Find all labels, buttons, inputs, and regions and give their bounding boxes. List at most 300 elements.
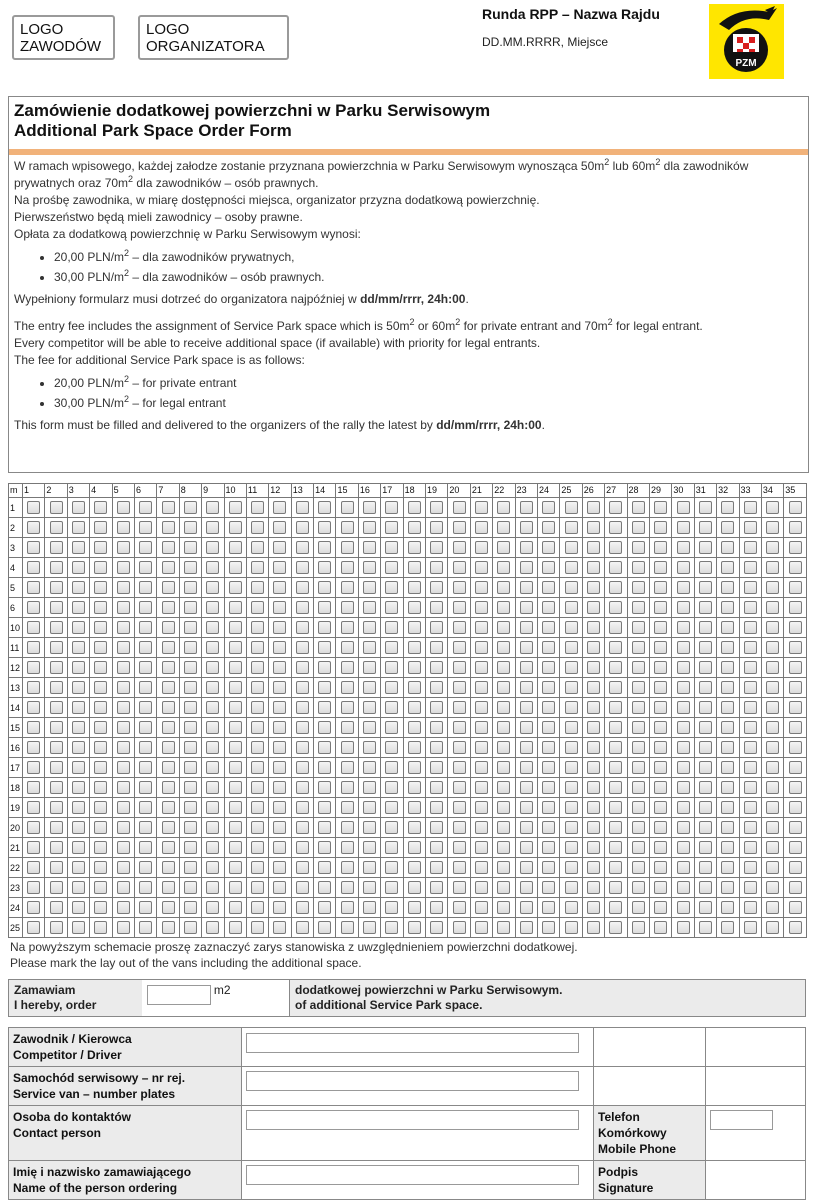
grid-checkbox[interactable] xyxy=(206,761,219,774)
grid-checkbox[interactable] xyxy=(251,541,264,554)
grid-checkbox[interactable] xyxy=(744,521,757,534)
grid-checkbox[interactable] xyxy=(721,661,734,674)
grid-checkbox[interactable] xyxy=(318,661,331,674)
grid-checkbox[interactable] xyxy=(408,681,421,694)
grid-checkbox[interactable] xyxy=(789,721,802,734)
grid-checkbox[interactable] xyxy=(744,721,757,734)
grid-checkbox[interactable] xyxy=(184,861,197,874)
grid-checkbox[interactable] xyxy=(251,641,264,654)
grid-checkbox[interactable] xyxy=(117,701,130,714)
grid-checkbox[interactable] xyxy=(520,701,533,714)
grid-checkbox[interactable] xyxy=(251,621,264,634)
grid-checkbox[interactable] xyxy=(341,501,354,514)
grid-checkbox[interactable] xyxy=(363,741,376,754)
grid-checkbox[interactable] xyxy=(475,661,488,674)
grid-checkbox[interactable] xyxy=(609,921,622,934)
grid-checkbox[interactable] xyxy=(206,901,219,914)
grid-checkbox[interactable] xyxy=(27,901,40,914)
grid-checkbox[interactable] xyxy=(206,801,219,814)
grid-checkbox[interactable] xyxy=(296,661,309,674)
grid-checkbox[interactable] xyxy=(453,881,466,894)
grid-checkbox[interactable] xyxy=(520,541,533,554)
grid-checkbox[interactable] xyxy=(677,841,690,854)
grid-checkbox[interactable] xyxy=(408,601,421,614)
grid-checkbox[interactable] xyxy=(587,621,600,634)
grid-checkbox[interactable] xyxy=(789,761,802,774)
grid-checkbox[interactable] xyxy=(632,501,645,514)
grid-checkbox[interactable] xyxy=(565,741,578,754)
grid-checkbox[interactable] xyxy=(50,721,63,734)
grid-checkbox[interactable] xyxy=(565,641,578,654)
grid-checkbox[interactable] xyxy=(341,781,354,794)
grid-checkbox[interactable] xyxy=(520,801,533,814)
grid-checkbox[interactable] xyxy=(721,581,734,594)
grid-checkbox[interactable] xyxy=(72,881,85,894)
grid-checkbox[interactable] xyxy=(229,581,242,594)
grid-checkbox[interactable] xyxy=(229,681,242,694)
grid-checkbox[interactable] xyxy=(654,641,667,654)
grid-checkbox[interactable] xyxy=(766,701,779,714)
grid-checkbox[interactable] xyxy=(721,881,734,894)
grid-checkbox[interactable] xyxy=(94,921,107,934)
grid-checkbox[interactable] xyxy=(296,841,309,854)
grid-checkbox[interactable] xyxy=(632,541,645,554)
grid-checkbox[interactable] xyxy=(296,681,309,694)
grid-checkbox[interactable] xyxy=(497,661,510,674)
grid-checkbox[interactable] xyxy=(184,741,197,754)
grid-checkbox[interactable] xyxy=(453,561,466,574)
grid-checkbox[interactable] xyxy=(341,641,354,654)
grid-checkbox[interactable] xyxy=(341,621,354,634)
grid-checkbox[interactable] xyxy=(475,881,488,894)
grid-checkbox[interactable] xyxy=(341,821,354,834)
grid-checkbox[interactable] xyxy=(251,581,264,594)
grid-checkbox[interactable] xyxy=(318,781,331,794)
grid-checkbox[interactable] xyxy=(385,921,398,934)
grid-checkbox[interactable] xyxy=(699,621,712,634)
grid-checkbox[interactable] xyxy=(184,601,197,614)
grid-checkbox[interactable] xyxy=(475,801,488,814)
grid-checkbox[interactable] xyxy=(565,661,578,674)
grid-checkbox[interactable] xyxy=(206,881,219,894)
grid-checkbox[interactable] xyxy=(453,601,466,614)
grid-checkbox[interactable] xyxy=(497,761,510,774)
grid-checkbox[interactable] xyxy=(430,721,443,734)
grid-checkbox[interactable] xyxy=(273,901,286,914)
grid-checkbox[interactable] xyxy=(72,721,85,734)
grid-checkbox[interactable] xyxy=(632,781,645,794)
grid-checkbox[interactable] xyxy=(744,501,757,514)
grid-checkbox[interactable] xyxy=(27,621,40,634)
grid-checkbox[interactable] xyxy=(162,741,175,754)
grid-checkbox[interactable] xyxy=(385,541,398,554)
grid-checkbox[interactable] xyxy=(251,921,264,934)
grid-checkbox[interactable] xyxy=(385,501,398,514)
grid-checkbox[interactable] xyxy=(699,761,712,774)
grid-checkbox[interactable] xyxy=(296,601,309,614)
grid-checkbox[interactable] xyxy=(363,781,376,794)
grid-checkbox[interactable] xyxy=(542,541,555,554)
grid-checkbox[interactable] xyxy=(206,501,219,514)
grid-checkbox[interactable] xyxy=(251,861,264,874)
grid-checkbox[interactable] xyxy=(229,741,242,754)
grid-checkbox[interactable] xyxy=(430,581,443,594)
grid-checkbox[interactable] xyxy=(117,901,130,914)
grid-checkbox[interactable] xyxy=(475,901,488,914)
grid-checkbox[interactable] xyxy=(251,801,264,814)
orderer-name-input[interactable] xyxy=(246,1165,579,1185)
grid-checkbox[interactable] xyxy=(744,741,757,754)
grid-checkbox[interactable] xyxy=(766,581,779,594)
grid-checkbox[interactable] xyxy=(475,741,488,754)
grid-checkbox[interactable] xyxy=(27,541,40,554)
grid-checkbox[interactable] xyxy=(273,501,286,514)
grid-checkbox[interactable] xyxy=(206,721,219,734)
grid-checkbox[interactable] xyxy=(744,621,757,634)
grid-checkbox[interactable] xyxy=(565,601,578,614)
grid-checkbox[interactable] xyxy=(721,541,734,554)
grid-checkbox[interactable] xyxy=(408,721,421,734)
grid-checkbox[interactable] xyxy=(206,581,219,594)
grid-checkbox[interactable] xyxy=(587,721,600,734)
grid-checkbox[interactable] xyxy=(721,561,734,574)
grid-checkbox[interactable] xyxy=(27,821,40,834)
grid-checkbox[interactable] xyxy=(744,901,757,914)
grid-checkbox[interactable] xyxy=(385,661,398,674)
grid-checkbox[interactable] xyxy=(363,681,376,694)
grid-checkbox[interactable] xyxy=(139,901,152,914)
grid-checkbox[interactable] xyxy=(520,601,533,614)
grid-checkbox[interactable] xyxy=(408,741,421,754)
grid-checkbox[interactable] xyxy=(162,641,175,654)
grid-checkbox[interactable] xyxy=(139,841,152,854)
grid-checkbox[interactable] xyxy=(587,841,600,854)
grid-checkbox[interactable] xyxy=(50,681,63,694)
grid-checkbox[interactable] xyxy=(632,581,645,594)
grid-checkbox[interactable] xyxy=(609,581,622,594)
grid-checkbox[interactable] xyxy=(542,881,555,894)
grid-checkbox[interactable] xyxy=(229,901,242,914)
grid-checkbox[interactable] xyxy=(453,921,466,934)
grid-checkbox[interactable] xyxy=(251,901,264,914)
grid-checkbox[interactable] xyxy=(408,821,421,834)
contact-person-input[interactable] xyxy=(246,1110,579,1130)
grid-checkbox[interactable] xyxy=(385,721,398,734)
grid-checkbox[interactable] xyxy=(408,701,421,714)
grid-checkbox[interactable] xyxy=(677,741,690,754)
grid-checkbox[interactable] xyxy=(229,881,242,894)
grid-checkbox[interactable] xyxy=(497,781,510,794)
grid-checkbox[interactable] xyxy=(206,921,219,934)
grid-checkbox[interactable] xyxy=(408,761,421,774)
grid-checkbox[interactable] xyxy=(654,861,667,874)
grid-checkbox[interactable] xyxy=(609,601,622,614)
grid-checkbox[interactable] xyxy=(789,701,802,714)
grid-checkbox[interactable] xyxy=(94,861,107,874)
grid-checkbox[interactable] xyxy=(475,621,488,634)
grid-checkbox[interactable] xyxy=(206,641,219,654)
grid-checkbox[interactable] xyxy=(385,761,398,774)
grid-checkbox[interactable] xyxy=(587,641,600,654)
grid-checkbox[interactable] xyxy=(273,661,286,674)
grid-checkbox[interactable] xyxy=(408,521,421,534)
grid-checkbox[interactable] xyxy=(497,581,510,594)
grid-checkbox[interactable] xyxy=(699,721,712,734)
grid-checkbox[interactable] xyxy=(408,621,421,634)
grid-checkbox[interactable] xyxy=(341,721,354,734)
grid-checkbox[interactable] xyxy=(565,681,578,694)
grid-checkbox[interactable] xyxy=(542,901,555,914)
grid-checkbox[interactable] xyxy=(520,861,533,874)
grid-checkbox[interactable] xyxy=(654,761,667,774)
grid-checkbox[interactable] xyxy=(229,761,242,774)
grid-checkbox[interactable] xyxy=(654,621,667,634)
grid-checkbox[interactable] xyxy=(139,741,152,754)
grid-checkbox[interactable] xyxy=(206,701,219,714)
grid-checkbox[interactable] xyxy=(654,581,667,594)
grid-checkbox[interactable] xyxy=(609,901,622,914)
grid-checkbox[interactable] xyxy=(766,601,779,614)
grid-checkbox[interactable] xyxy=(520,901,533,914)
grid-checkbox[interactable] xyxy=(744,921,757,934)
grid-checkbox[interactable] xyxy=(475,781,488,794)
grid-checkbox[interactable] xyxy=(632,901,645,914)
grid-checkbox[interactable] xyxy=(162,801,175,814)
grid-checkbox[interactable] xyxy=(318,601,331,614)
grid-checkbox[interactable] xyxy=(766,861,779,874)
grid-checkbox[interactable] xyxy=(117,741,130,754)
grid-checkbox[interactable] xyxy=(654,741,667,754)
grid-checkbox[interactable] xyxy=(94,621,107,634)
grid-checkbox[interactable] xyxy=(497,701,510,714)
grid-checkbox[interactable] xyxy=(587,501,600,514)
grid-checkbox[interactable] xyxy=(654,781,667,794)
grid-checkbox[interactable] xyxy=(430,621,443,634)
grid-checkbox[interactable] xyxy=(318,921,331,934)
grid-checkbox[interactable] xyxy=(565,581,578,594)
grid-checkbox[interactable] xyxy=(766,641,779,654)
grid-checkbox[interactable] xyxy=(542,561,555,574)
grid-checkbox[interactable] xyxy=(789,581,802,594)
grid-checkbox[interactable] xyxy=(632,621,645,634)
order-area-input[interactable] xyxy=(147,985,211,1005)
grid-checkbox[interactable] xyxy=(542,841,555,854)
grid-checkbox[interactable] xyxy=(766,721,779,734)
grid-checkbox[interactable] xyxy=(789,841,802,854)
grid-checkbox[interactable] xyxy=(609,521,622,534)
grid-checkbox[interactable] xyxy=(184,581,197,594)
phone-input[interactable] xyxy=(710,1110,773,1130)
grid-checkbox[interactable] xyxy=(542,601,555,614)
grid-checkbox[interactable] xyxy=(744,841,757,854)
grid-checkbox[interactable] xyxy=(520,581,533,594)
grid-checkbox[interactable] xyxy=(139,861,152,874)
grid-checkbox[interactable] xyxy=(744,701,757,714)
grid-checkbox[interactable] xyxy=(654,921,667,934)
grid-checkbox[interactable] xyxy=(721,601,734,614)
grid-checkbox[interactable] xyxy=(318,541,331,554)
grid-checkbox[interactable] xyxy=(117,541,130,554)
grid-checkbox[interactable] xyxy=(542,801,555,814)
grid-checkbox[interactable] xyxy=(520,741,533,754)
grid-checkbox[interactable] xyxy=(721,821,734,834)
grid-checkbox[interactable] xyxy=(117,661,130,674)
grid-checkbox[interactable] xyxy=(27,601,40,614)
grid-checkbox[interactable] xyxy=(565,541,578,554)
grid-checkbox[interactable] xyxy=(587,921,600,934)
grid-checkbox[interactable] xyxy=(430,681,443,694)
grid-checkbox[interactable] xyxy=(609,861,622,874)
grid-checkbox[interactable] xyxy=(766,781,779,794)
grid-checkbox[interactable] xyxy=(520,761,533,774)
grid-checkbox[interactable] xyxy=(721,521,734,534)
grid-checkbox[interactable] xyxy=(587,701,600,714)
grid-checkbox[interactable] xyxy=(318,861,331,874)
grid-checkbox[interactable] xyxy=(94,561,107,574)
grid-checkbox[interactable] xyxy=(699,561,712,574)
grid-checkbox[interactable] xyxy=(162,521,175,534)
grid-checkbox[interactable] xyxy=(50,541,63,554)
grid-checkbox[interactable] xyxy=(117,921,130,934)
grid-checkbox[interactable] xyxy=(475,701,488,714)
grid-checkbox[interactable] xyxy=(162,621,175,634)
grid-checkbox[interactable] xyxy=(587,561,600,574)
grid-checkbox[interactable] xyxy=(318,761,331,774)
grid-checkbox[interactable] xyxy=(251,881,264,894)
grid-checkbox[interactable] xyxy=(677,881,690,894)
grid-checkbox[interactable] xyxy=(184,781,197,794)
grid-checkbox[interactable] xyxy=(184,681,197,694)
grid-checkbox[interactable] xyxy=(677,561,690,574)
grid-checkbox[interactable] xyxy=(744,781,757,794)
grid-checkbox[interactable] xyxy=(699,541,712,554)
grid-checkbox[interactable] xyxy=(632,741,645,754)
grid-checkbox[interactable] xyxy=(273,701,286,714)
grid-checkbox[interactable] xyxy=(162,901,175,914)
grid-checkbox[interactable] xyxy=(677,801,690,814)
grid-checkbox[interactable] xyxy=(430,881,443,894)
grid-checkbox[interactable] xyxy=(139,781,152,794)
grid-checkbox[interactable] xyxy=(296,781,309,794)
grid-checkbox[interactable] xyxy=(273,561,286,574)
grid-checkbox[interactable] xyxy=(430,561,443,574)
grid-checkbox[interactable] xyxy=(341,561,354,574)
grid-checkbox[interactable] xyxy=(542,861,555,874)
grid-checkbox[interactable] xyxy=(117,841,130,854)
grid-checkbox[interactable] xyxy=(632,561,645,574)
grid-checkbox[interactable] xyxy=(162,581,175,594)
grid-checkbox[interactable] xyxy=(318,521,331,534)
grid-checkbox[interactable] xyxy=(162,921,175,934)
grid-checkbox[interactable] xyxy=(363,501,376,514)
grid-checkbox[interactable] xyxy=(475,921,488,934)
grid-checkbox[interactable] xyxy=(273,841,286,854)
grid-checkbox[interactable] xyxy=(789,821,802,834)
grid-checkbox[interactable] xyxy=(139,921,152,934)
grid-checkbox[interactable] xyxy=(744,561,757,574)
grid-checkbox[interactable] xyxy=(72,701,85,714)
grid-checkbox[interactable] xyxy=(94,521,107,534)
grid-checkbox[interactable] xyxy=(453,761,466,774)
grid-checkbox[interactable] xyxy=(520,821,533,834)
grid-checkbox[interactable] xyxy=(699,601,712,614)
grid-checkbox[interactable] xyxy=(385,821,398,834)
grid-checkbox[interactable] xyxy=(94,741,107,754)
grid-checkbox[interactable] xyxy=(27,721,40,734)
grid-checkbox[interactable] xyxy=(27,881,40,894)
grid-checkbox[interactable] xyxy=(273,781,286,794)
grid-checkbox[interactable] xyxy=(677,701,690,714)
grid-checkbox[interactable] xyxy=(654,881,667,894)
grid-checkbox[interactable] xyxy=(632,841,645,854)
grid-checkbox[interactable] xyxy=(229,861,242,874)
grid-checkbox[interactable] xyxy=(408,901,421,914)
grid-checkbox[interactable] xyxy=(430,641,443,654)
grid-checkbox[interactable] xyxy=(654,501,667,514)
grid-checkbox[interactable] xyxy=(497,841,510,854)
grid-checkbox[interactable] xyxy=(117,801,130,814)
grid-checkbox[interactable] xyxy=(341,581,354,594)
grid-checkbox[interactable] xyxy=(162,701,175,714)
grid-checkbox[interactable] xyxy=(587,601,600,614)
grid-checkbox[interactable] xyxy=(677,661,690,674)
grid-checkbox[interactable] xyxy=(296,561,309,574)
grid-checkbox[interactable] xyxy=(497,561,510,574)
grid-checkbox[interactable] xyxy=(609,881,622,894)
grid-checkbox[interactable] xyxy=(206,601,219,614)
grid-checkbox[interactable] xyxy=(430,601,443,614)
grid-checkbox[interactable] xyxy=(385,561,398,574)
grid-checkbox[interactable] xyxy=(273,821,286,834)
grid-checkbox[interactable] xyxy=(520,621,533,634)
grid-checkbox[interactable] xyxy=(162,821,175,834)
grid-checkbox[interactable] xyxy=(453,701,466,714)
grid-checkbox[interactable] xyxy=(587,861,600,874)
grid-checkbox[interactable] xyxy=(385,901,398,914)
grid-checkbox[interactable] xyxy=(408,641,421,654)
grid-checkbox[interactable] xyxy=(609,781,622,794)
grid-checkbox[interactable] xyxy=(363,801,376,814)
grid-checkbox[interactable] xyxy=(497,921,510,934)
grid-checkbox[interactable] xyxy=(699,741,712,754)
grid-checkbox[interactable] xyxy=(206,561,219,574)
grid-checkbox[interactable] xyxy=(587,741,600,754)
grid-checkbox[interactable] xyxy=(721,741,734,754)
grid-checkbox[interactable] xyxy=(27,741,40,754)
grid-checkbox[interactable] xyxy=(72,901,85,914)
grid-checkbox[interactable] xyxy=(27,701,40,714)
grid-checkbox[interactable] xyxy=(363,721,376,734)
grid-checkbox[interactable] xyxy=(721,841,734,854)
grid-checkbox[interactable] xyxy=(184,501,197,514)
grid-checkbox[interactable] xyxy=(497,641,510,654)
grid-checkbox[interactable] xyxy=(632,641,645,654)
grid-checkbox[interactable] xyxy=(341,701,354,714)
grid-checkbox[interactable] xyxy=(565,761,578,774)
grid-checkbox[interactable] xyxy=(542,641,555,654)
grid-checkbox[interactable] xyxy=(251,681,264,694)
grid-checkbox[interactable] xyxy=(699,901,712,914)
grid-checkbox[interactable] xyxy=(744,801,757,814)
grid-checkbox[interactable] xyxy=(363,881,376,894)
grid-checkbox[interactable] xyxy=(50,521,63,534)
grid-checkbox[interactable] xyxy=(363,701,376,714)
grid-checkbox[interactable] xyxy=(363,561,376,574)
grid-checkbox[interactable] xyxy=(318,621,331,634)
grid-checkbox[interactable] xyxy=(542,781,555,794)
grid-checkbox[interactable] xyxy=(699,781,712,794)
grid-checkbox[interactable] xyxy=(475,541,488,554)
